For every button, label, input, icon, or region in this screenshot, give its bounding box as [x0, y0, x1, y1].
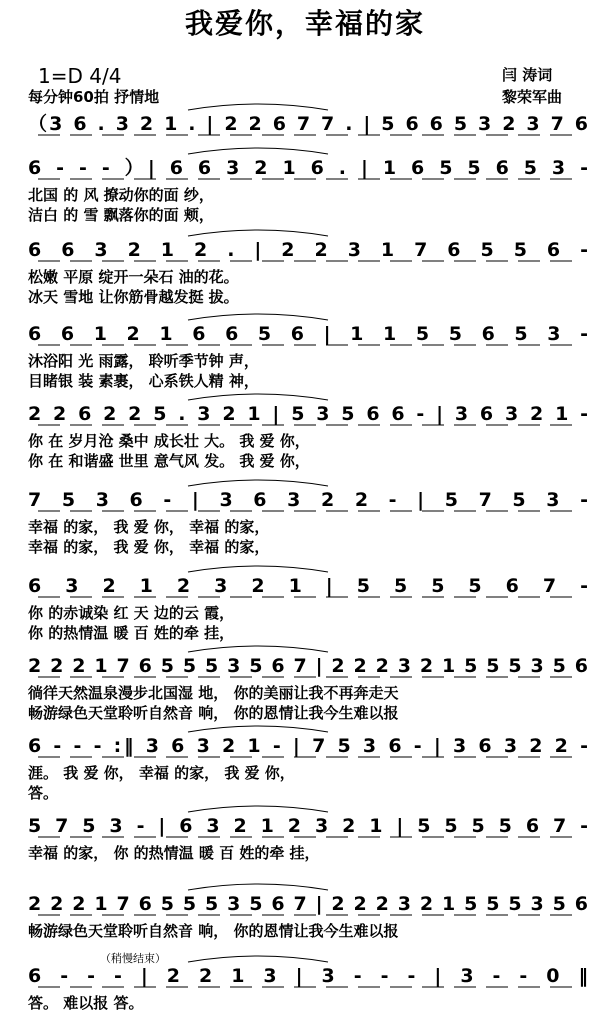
lyric-line: 幸福 的家， 你 的热情温 暖 百 姓的牵 挂，: [28, 844, 320, 862]
slur-arc: [188, 646, 328, 652]
slur-arc: [188, 104, 328, 110]
notation-line: （3 6 . 3 2 1 . | 2 2 6 7 7 . | 5 6 6 5 3 2 3 7 6: [28, 113, 588, 135]
notation-line: 6 - - - :‖ 3 6 3 2 1 - | 7 5 3 6 - | 3 6 3 2 2 -: [28, 735, 588, 757]
notation-line: 7 5 3 6 - | 3 6 3 2 2 - | 5 7 5 3 -: [28, 489, 588, 511]
lyric-line: 畅游绿色天堂聆听自然音 响， 你的恩情让我今生难以报: [28, 922, 399, 940]
score-row: [28, 480, 588, 557]
score-row: [28, 314, 588, 391]
score-row: [28, 394, 588, 471]
score-row: [28, 884, 588, 941]
score-row: [28, 104, 588, 135]
lyric-line: 冰天 雪地 让你筋骨越发挺 拔。: [28, 288, 239, 306]
score-rows: [27, 104, 588, 1012]
score-row: [28, 806, 588, 863]
tempo-annotation: （稍慢结束）: [100, 952, 166, 965]
lyric-line: 你 的赤诚染 红 天 边的云 霞，: [28, 604, 235, 622]
lyricist-credit: 闫 涛词: [502, 66, 553, 84]
lyric-line: 沐浴阳 光 雨露， 聆听季节钟 声，: [28, 352, 259, 370]
slur-arc: [188, 884, 328, 890]
composer-credit: 黎荣军曲: [502, 88, 563, 106]
notation-line: 2 2 6 2 2 5 . 3 2 1 | 5 3 5 6 6 - | 3 6 3 2 1 -: [28, 403, 588, 425]
lyric-line: 幸福 的家， 我 爱 你， 幸福 的家，: [28, 518, 270, 536]
lyric-line: 畅游绿色天堂聆听自然音 响， 你的恩情让我今生难以报: [28, 704, 399, 722]
slur-arc: [188, 394, 328, 400]
score-row: [27, 646, 588, 723]
lyric-line: 松嫩 平原 绽开一朵石 油的花。: [28, 268, 239, 286]
lyric-line: 洁白 的 雪 飘落你的面 颊，: [28, 206, 214, 224]
slur-arc: [188, 726, 328, 732]
notation-line: 5 7 5 3 - | 6 3 2 1 2 3 2 1 | 5 5 5 5 6 7 -: [28, 815, 589, 837]
lyric-line: 幸福 的家， 我 爱 你， 幸福 的家，: [28, 538, 270, 556]
notation-line: 2 2 2 1 7 6 5 5 5 3 5 6 7 | 2 2 2 3 2 1 5 5 5 3 5 6: [28, 655, 588, 677]
score-row: [28, 566, 588, 643]
score-row: [28, 148, 588, 225]
slur-arc: [188, 230, 328, 236]
lyric-line: 答。 难以报 答。: [28, 994, 144, 1012]
lyric-line: 答。: [28, 784, 59, 802]
notation-line: 6 - - - | 2 2 1 3 | 3 - - - | 3 - - 0 ‖: [28, 965, 588, 987]
notation-line: 6 - - - ）| 6 6 3 2 1 6 . | 1 6 5 5 6 5 3 -: [28, 157, 589, 179]
notation-line: 2 2 2 1 7 6 5 5 5 3 5 6 7 | 2 2 2 3 2 1 5 5 5 3 5 6: [28, 893, 588, 915]
lyric-line: 目睹银 装 素裹， 心系铁人精 神，: [28, 372, 259, 390]
slur-arc: [188, 806, 328, 812]
notation-line: 6 6 1 2 1 6 6 5 6 | 1 1 5 5 6 5 3 -: [28, 323, 588, 345]
lyric-line: 你 在 和谐盛 世里 意气风 发。 我 爱 你，: [28, 452, 310, 470]
lyric-line: 你 在 岁月沧 桑中 成长壮 大。 我 爱 你，: [28, 432, 310, 450]
slur-arc: [188, 480, 328, 486]
slur-arc: [188, 314, 328, 320]
lyric-line: 涯。 我 爱 你， 幸福 的家， 我 爱 你，: [28, 764, 295, 782]
notation-line: 6 3 2 1 2 3 2 1 | 5 5 5 5 6 7 -: [28, 575, 588, 597]
lyric-line: 徜徉天然温泉漫步北国湿 地， 你的美丽让我不再奔走天: [28, 684, 399, 702]
slur-arc: [188, 566, 328, 572]
slur-arc: [188, 148, 328, 154]
lyric-line: 你 的热情温 暖 百 姓的牵 挂，: [28, 624, 235, 642]
score-row: [28, 726, 588, 802]
song-title: 我爱你，幸福的家: [184, 7, 425, 40]
key-signature: 1=D 4/4: [38, 64, 122, 88]
slur-arc: [188, 956, 328, 962]
notation-line: 6 6 3 2 1 2 . | 2 2 3 1 7 6 5 5 6 -: [28, 239, 589, 261]
tempo-marking: 每分钟60拍 抒情地: [28, 88, 160, 106]
score-row: [27, 230, 588, 306]
lyric-line: 北国 的 风 撩动你的面 纱，: [28, 186, 214, 204]
